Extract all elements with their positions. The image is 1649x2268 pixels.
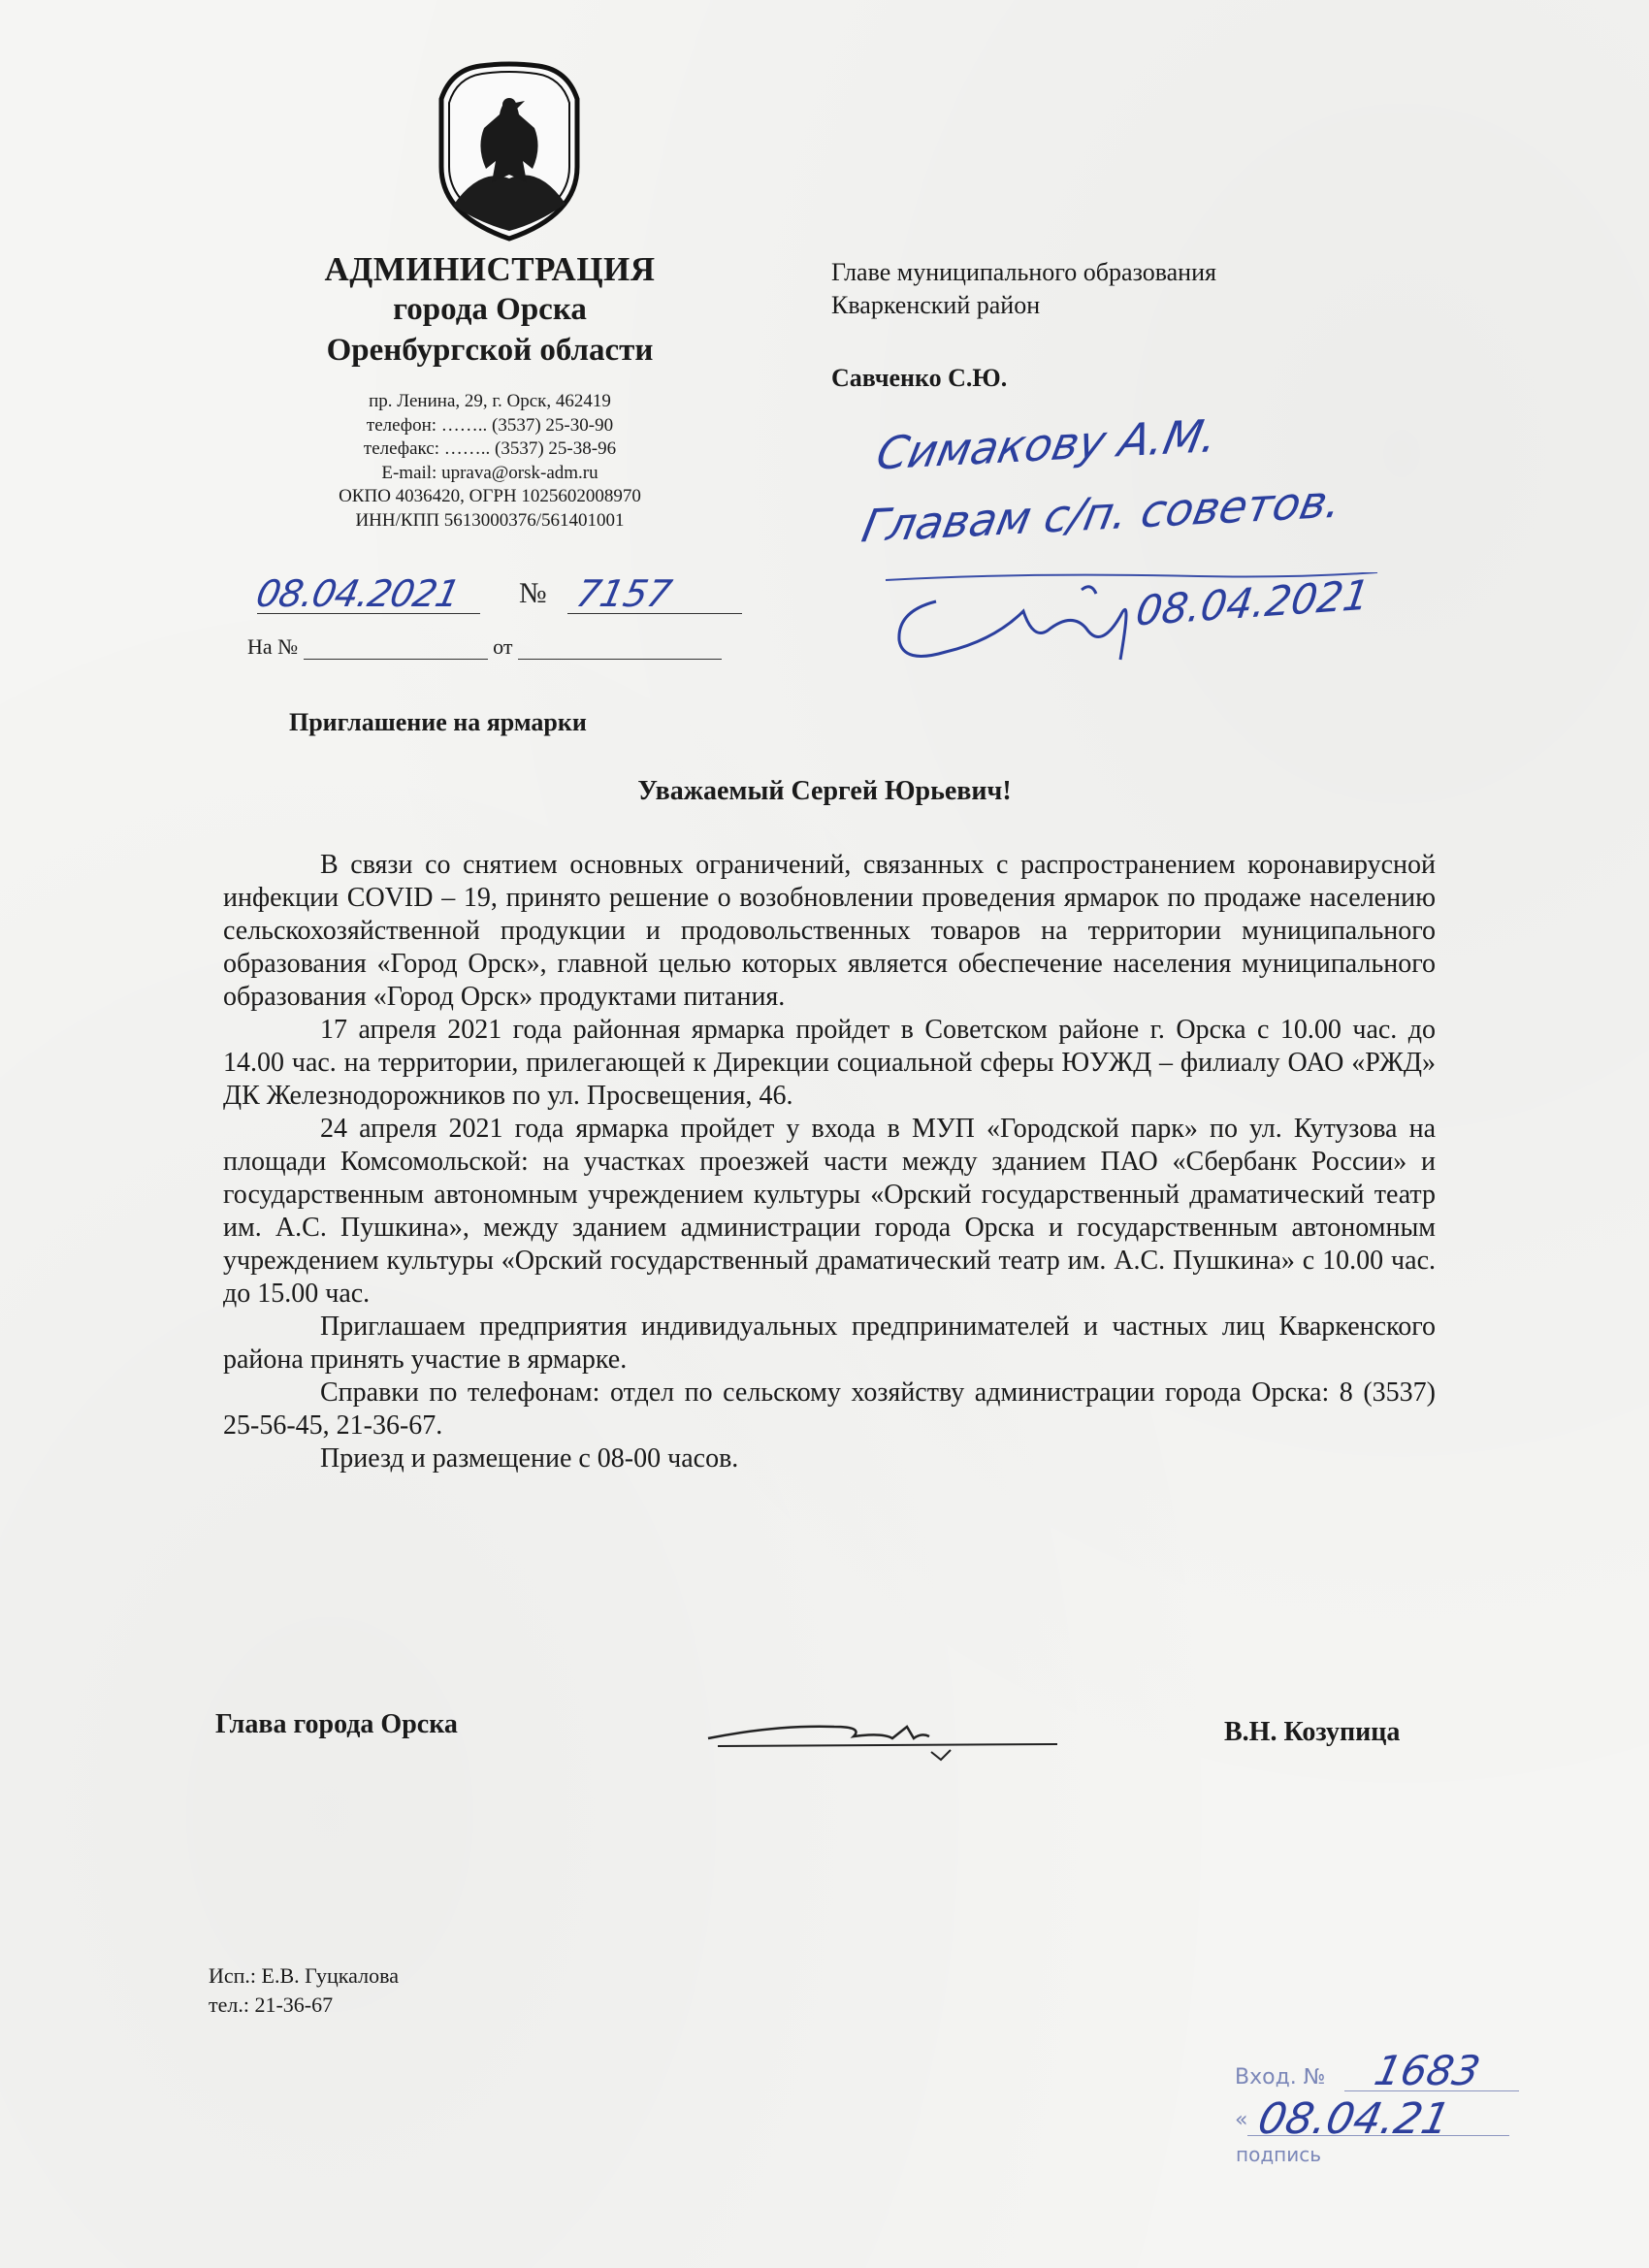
- stamp-date-line: [1247, 2135, 1509, 2136]
- registration-date: 08.04.2021: [252, 572, 464, 615]
- stamp-number: 1683: [1370, 2047, 1485, 2094]
- executor-info: [209, 1961, 399, 2020]
- stamp-signature-label: подпись: [1236, 2143, 1321, 2166]
- coat-of-arms-icon: [432, 60, 587, 243]
- addressee-name: Савченко С.Ю.: [831, 364, 1008, 392]
- body-paragraph: Приглашаем предприятия индивидуальных предпринимателей и частных лиц Кваркенского района принять участие в ярмарке.: [223, 1312, 1436, 1375]
- letter-subject: Приглашение на ярмарки: [289, 708, 587, 736]
- body-paragraph: 17 апреля 2021 года районная ярмарка пройдет в Советском районе г. Орска с 10.00 час. до 14.00 час. на территории, прилегающей к Дирекции социальной сферы ЮУЖД – филиалу ОАО «РЖД» ДК Железнодорожников по ул. Просвещения, 46.: [223, 1015, 1436, 1111]
- signer-name: В.Н. Козупица: [1224, 1717, 1401, 1747]
- signature: [698, 1698, 1067, 1766]
- contact-fax: телефакс: …….. (3537) 25-38-96: [363, 438, 617, 459]
- stamp-label: Вход. №: [1235, 2065, 1326, 2090]
- addressee-district: Кваркенский район: [831, 291, 1041, 319]
- stamp-number-line: [1344, 2090, 1519, 2091]
- resolution-date: 08.04.2021: [1133, 570, 1373, 635]
- contact-okpo: ОКПО 4036420, ОГРН 1025602008970: [339, 486, 641, 506]
- ref-prefix: На №: [247, 634, 299, 659]
- ref-date-blank: [518, 639, 722, 660]
- ref-number-blank: [304, 639, 488, 660]
- number-underline: [567, 613, 742, 614]
- body-paragraph: Справки по телефонам: отдел по сельскому хозяйству администрации города Орска: 8 (3537) 25-56-45, 21-36-67.: [223, 1377, 1436, 1441]
- letter-body: [223, 849, 1436, 1475]
- body-paragraph: Приезд и размещение с 08-00 часов.: [320, 1443, 739, 1474]
- contact-inn: ИНН/КПП 5613000376/561401001: [355, 509, 625, 531]
- contact-email: E-mail: uprava@orsk-adm.ru: [381, 462, 598, 483]
- body-paragraph: В связи со снятием основных ограничений, связанных с распространением коронавирусной инфекции COVID – 19, принято решение о возобновлении проведения ярмарок по продаже населению сельскохозяйственной продукции и продовольственных товаров на территории муниципального образования «Город Орск», главной целью которых является обеспечение населения муниципального образования «Город Орск» продуктами питания.: [223, 850, 1436, 1012]
- number-sign: №: [519, 577, 547, 609]
- org-region: Оренбургской области: [326, 333, 654, 368]
- signer-title: Глава города Орска: [215, 1709, 458, 1739]
- greeting: Уважаемый Сергей Юрьевич!: [637, 776, 1012, 806]
- registration-line: [252, 572, 742, 616]
- registration-number: 7157: [572, 572, 676, 615]
- body-paragraph: 24 апреля 2021 года ярмарка пройдет у входа в МУП «Городской парк» по ул. Кутузова на площади Комсомольской: на участках проезжей части между зданием ПАО «Сбербанк России» и государственным автономным учреждением культуры «Орский государственный драматический театр им. А.С. Пушкина», между зданием администрации города Орска и государственным автономным учреждением культуры «Орский государственный драматический театр им. А.С. Пушкина» с 10.00 час. до 15.00 час.: [223, 1114, 1436, 1309]
- contact-block: [247, 390, 732, 533]
- org-city: города Орска: [393, 292, 587, 327]
- executor-name: Исп.: Е.В. Гуцкалова: [209, 1963, 399, 1988]
- contact-address: пр. Ленина, 29, г. Орск, 462419: [369, 391, 611, 411]
- ref-from: от: [493, 634, 513, 659]
- incoming-stamp: [1230, 2047, 1521, 2197]
- reference-line: [247, 634, 752, 660]
- contact-phone: телефон: …….. (3537) 25-30-90: [366, 414, 614, 436]
- stamp-date: 08.04.21: [1253, 2094, 1455, 2144]
- executor-phone: тел.: 21-36-67: [209, 1993, 334, 2017]
- addressee-position: Главе муниципального образования: [831, 258, 1216, 286]
- date-underline: [257, 613, 480, 614]
- resolution-line-1: Симакову А.М.: [872, 408, 1222, 480]
- stamp-quote: «: [1235, 2108, 1248, 2132]
- org-name: АДМИНИСТРАЦИЯ: [324, 250, 656, 288]
- resolution-line-2: Главам с/п. советов.: [857, 474, 1346, 553]
